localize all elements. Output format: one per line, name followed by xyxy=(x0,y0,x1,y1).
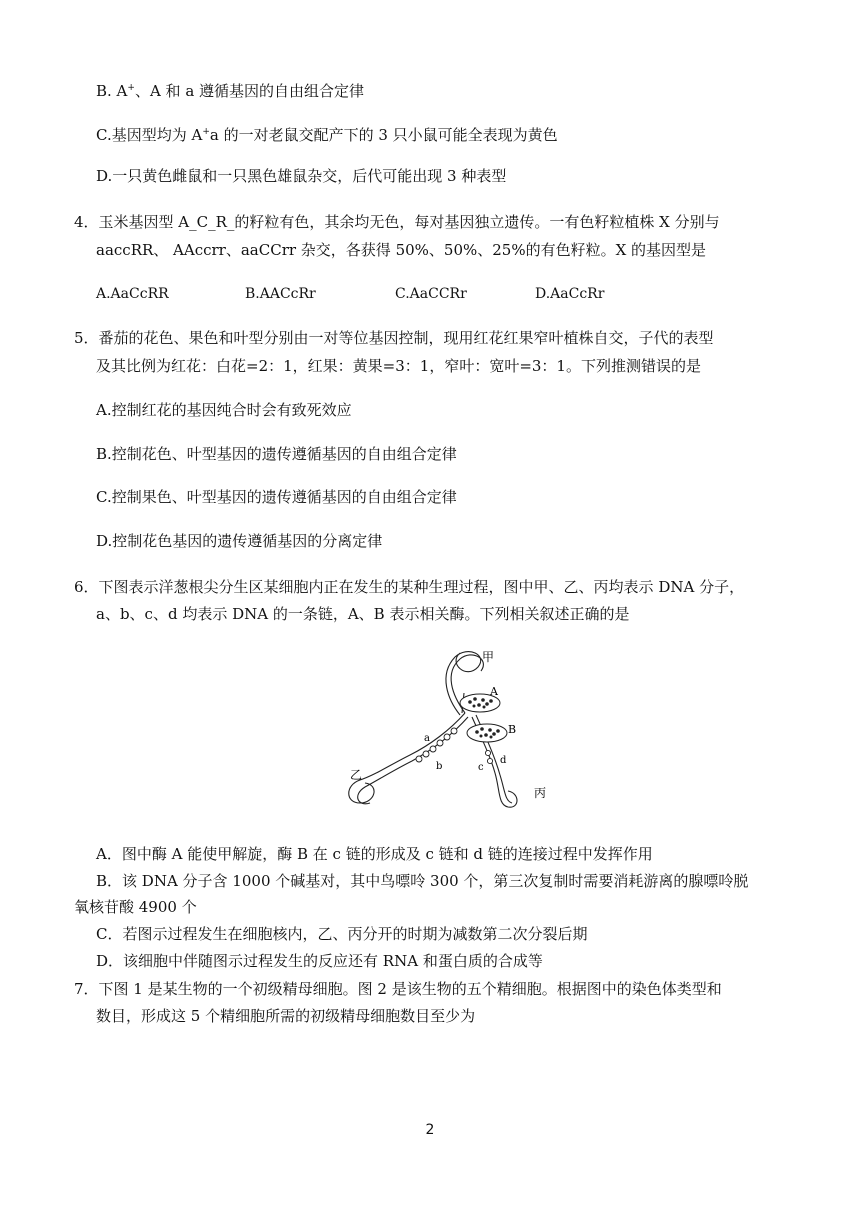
q5-option-b: B.控制花色、叶型基因的遗传遵循基因的自由组合定律 xyxy=(96,445,457,463)
page-number: 2 xyxy=(425,1122,435,1138)
label-bing: 丙 xyxy=(534,786,547,800)
label-strand-c: c xyxy=(478,762,484,773)
q6-stem-line1: 6．下图表示洋葱根尖分生区某细胞内正在发生的某种生理过程，图中甲、乙、丙均表示 DNA 分子， xyxy=(74,578,745,596)
q3-option-c: C.基因型均为 A+a 的一对老鼠交配产下的 3 只小鼠可能全表现为黄色 xyxy=(96,126,558,144)
q5-stem-line1: 5．番茄的花色、果色和叶型分别由一对等位基因控制，现用红花红果窄叶植株自交，子代的表型 xyxy=(74,329,714,347)
q4-choice-b: B.AACcRr xyxy=(245,286,316,302)
q7-stem-line1: 7．下图 1 是某生物的一个初级精母细胞。图 2 是该生物的五个精细胞。根据图中的染色体类型和 xyxy=(74,980,722,998)
label-enzyme-b: B xyxy=(508,723,517,736)
q6-option-b-line1: B．该 DNA 分子含 1000 个碱基对，其中鸟嘌呤 300 个，第三次复制时需要消耗游离的腺嘌呤脱 xyxy=(96,872,749,890)
q5-stem-line2: 及其比例为红花：白花=2：1，红果：黄果=3：1，窄叶：宽叶=3：1。下列推测错误的是 xyxy=(96,357,701,375)
q6-option-a: A．图中酶 A 能使甲解旋，酶 B 在 c 链的形成及 c 链和 d 链的连接过程中发挥作用 xyxy=(96,845,653,863)
label-strand-d: d xyxy=(500,755,507,766)
enzyme-b-shape xyxy=(467,724,507,742)
q7-stem-line2: 数目，形成这 5 个精细胞所需的初级精母细胞数目至少为 xyxy=(96,1007,476,1025)
q4-choice-c: C.AaCCRr xyxy=(395,286,467,302)
label-enzyme-a: A xyxy=(490,685,498,698)
q5-option-c: C.控制果色、叶型基因的遗传遵循基因的自由组合定律 xyxy=(96,488,457,506)
q5-option-a: A.控制红花的基因纯合时会有致死效应 xyxy=(96,401,352,419)
label-jia: 甲 xyxy=(482,650,495,664)
q6-option-d: D．该细胞中伴随图示过程发生的反应还有 RNA 和蛋白质的合成等 xyxy=(96,952,543,970)
q4-stem-line2: aaccRR、 AAccrr、aaCCrr 杂交，各获得 50%、50%、25%的有色籽粒。X 的基因型是 xyxy=(96,241,707,259)
q4-choice-d: D.AaCcRr xyxy=(535,286,605,302)
q4-choice-a: A.AaCcRR xyxy=(96,286,169,302)
label-strand-a: a xyxy=(424,733,430,744)
q5-option-d: D.控制花色基因的遗传遵循基因的分离定律 xyxy=(96,532,383,550)
q4-stem-line1: 4．玉米基因型 A_C_R_的籽粒有色，其余均无色，每对基因独立遗传。一有色籽粒植株 X 分别与 xyxy=(74,213,720,231)
q6-option-b-line2: 氧核苷酸 4900 个 xyxy=(74,898,197,916)
label-strand-b: b xyxy=(436,761,443,772)
q6-option-c: C．若图示过程发生在细胞核内，乙、丙分开的时期为减数第二次分裂后期 xyxy=(96,925,588,943)
label-yi: 乙 xyxy=(350,768,363,782)
q3-option-b: B. A+、A 和 a 遵循基因的自由组合定律 xyxy=(96,82,365,100)
dna-replication-figure xyxy=(340,645,580,815)
q6-stem-line2: a、b、c、d 均表示 DNA 的一条链，A、B 表示相关酶。下列相关叙述正确的是 xyxy=(96,605,630,623)
q3-option-d: D.一只黄色雌鼠和一只黑色雄鼠杂交，后代可能出现 3 种表型 xyxy=(96,167,507,185)
